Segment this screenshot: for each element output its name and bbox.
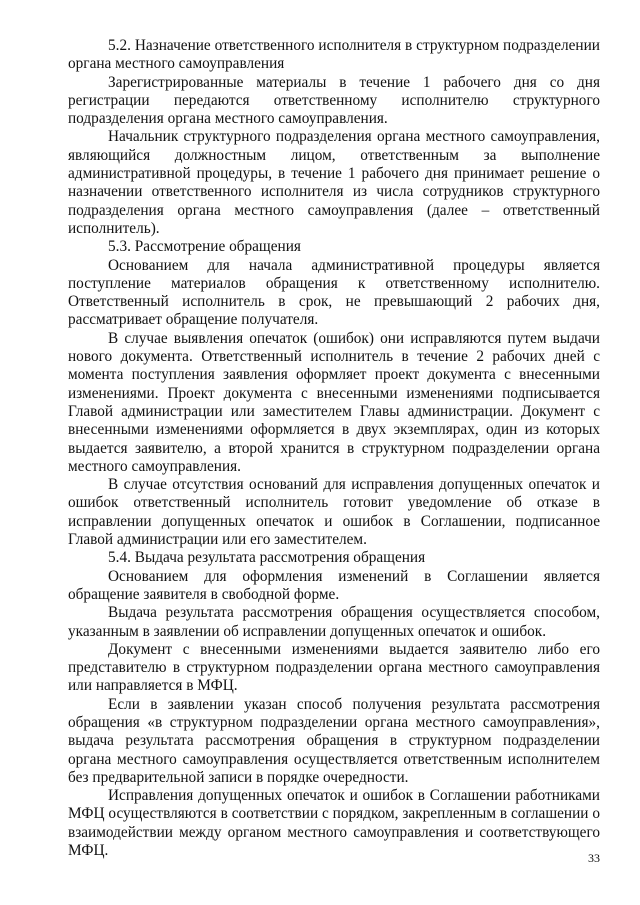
paragraph: Исправления допущенных опечаток и ошибок в Соглашении работниками МФЦ осуществляются в соответствии с порядком, закрепленным в соглашении о взаимодействии между органом местного самоуправления и соответствующего МФЦ. bbox=[68, 787, 600, 860]
paragraph: В случае отсутствия оснований для исправления допущенных опечаток и ошибок ответственный исполнитель готовит уведомление об отказе в исправлении допущенных опечаток и ошибок в Соглашении, подписанное Главой администрации или его заместителем. bbox=[68, 476, 600, 549]
section-heading-5-3: 5.3. Рассмотрение обращения bbox=[108, 238, 301, 256]
paragraph: Зарегистрированные материалы в течение 1 рабочего дня со дня регистрации передаются ответственному исполнителю структурного подразделения органа местного самоуправления. bbox=[68, 73, 600, 128]
paragraph: Основанием для оформления изменений в Соглашении является обращение заявителя в свободной форме. bbox=[68, 567, 600, 603]
paragraph: Выдача результата рассмотрения обращения осуществляется способом, указанным в заявлении об исправлении допущенных опечаток и ошибок. bbox=[68, 604, 600, 640]
paragraph: Документ с внесенными изменениями выдается заявителю либо его представителю в структурном подразделении органа местного самоуправления или направляется в МФЦ. bbox=[68, 640, 600, 695]
section-heading-5-4: 5.4. Выдача результата рассмотрения обращения bbox=[108, 549, 426, 567]
document-body bbox=[68, 37, 600, 860]
page-number: 33 bbox=[588, 851, 600, 865]
section-heading-5-2: 5.2. Назначение ответственного исполнителя в структурном подразделении органа местного самоуправления bbox=[68, 37, 600, 73]
paragraph: Начальник структурного подразделения органа местного самоуправления, являющийся должностным лицом, ответственным за выполнение административной процедуры, в течение 1 рабочего дня принимает решение о назначении ответственного исполнителя из числа сотрудников структурного подразделения органа местного самоуправления (далее – ответственный исполнитель). bbox=[68, 128, 600, 237]
paragraph: В случае выявления опечаток (ошибок) они исправляются путем выдачи нового документа. Ответственный исполнитель в течение 2 рабочих дней с момента поступления заявления оформляет проект документа с внесенными изменениями. Проект документа с внесенными изменениями подписывается Главой администрации или заместителем Главы администрации. Документ с внесенными изменениями оформляется в двух экземплярах, один из которых выдается заявителю, а второй хранится в структурном подразделении органа местного самоуправления. bbox=[68, 329, 600, 475]
paragraph: Основанием для начала административной процедуры является поступление материалов обращения к ответственному исполнителю. Ответственный исполнитель в срок, не превышающий 2 рабочих дня, рассматривает обращение получателя. bbox=[68, 256, 600, 329]
paragraph: Если в заявлении указан способ получения результата рассмотрения обращения «в структурном подразделении органа местного самоуправления», выдача результата рассмотрения обращения в структурном подразделении органа местного самоуправления осуществляется ответственным исполнителем без предварительной записи в порядке очередности. bbox=[68, 695, 600, 786]
